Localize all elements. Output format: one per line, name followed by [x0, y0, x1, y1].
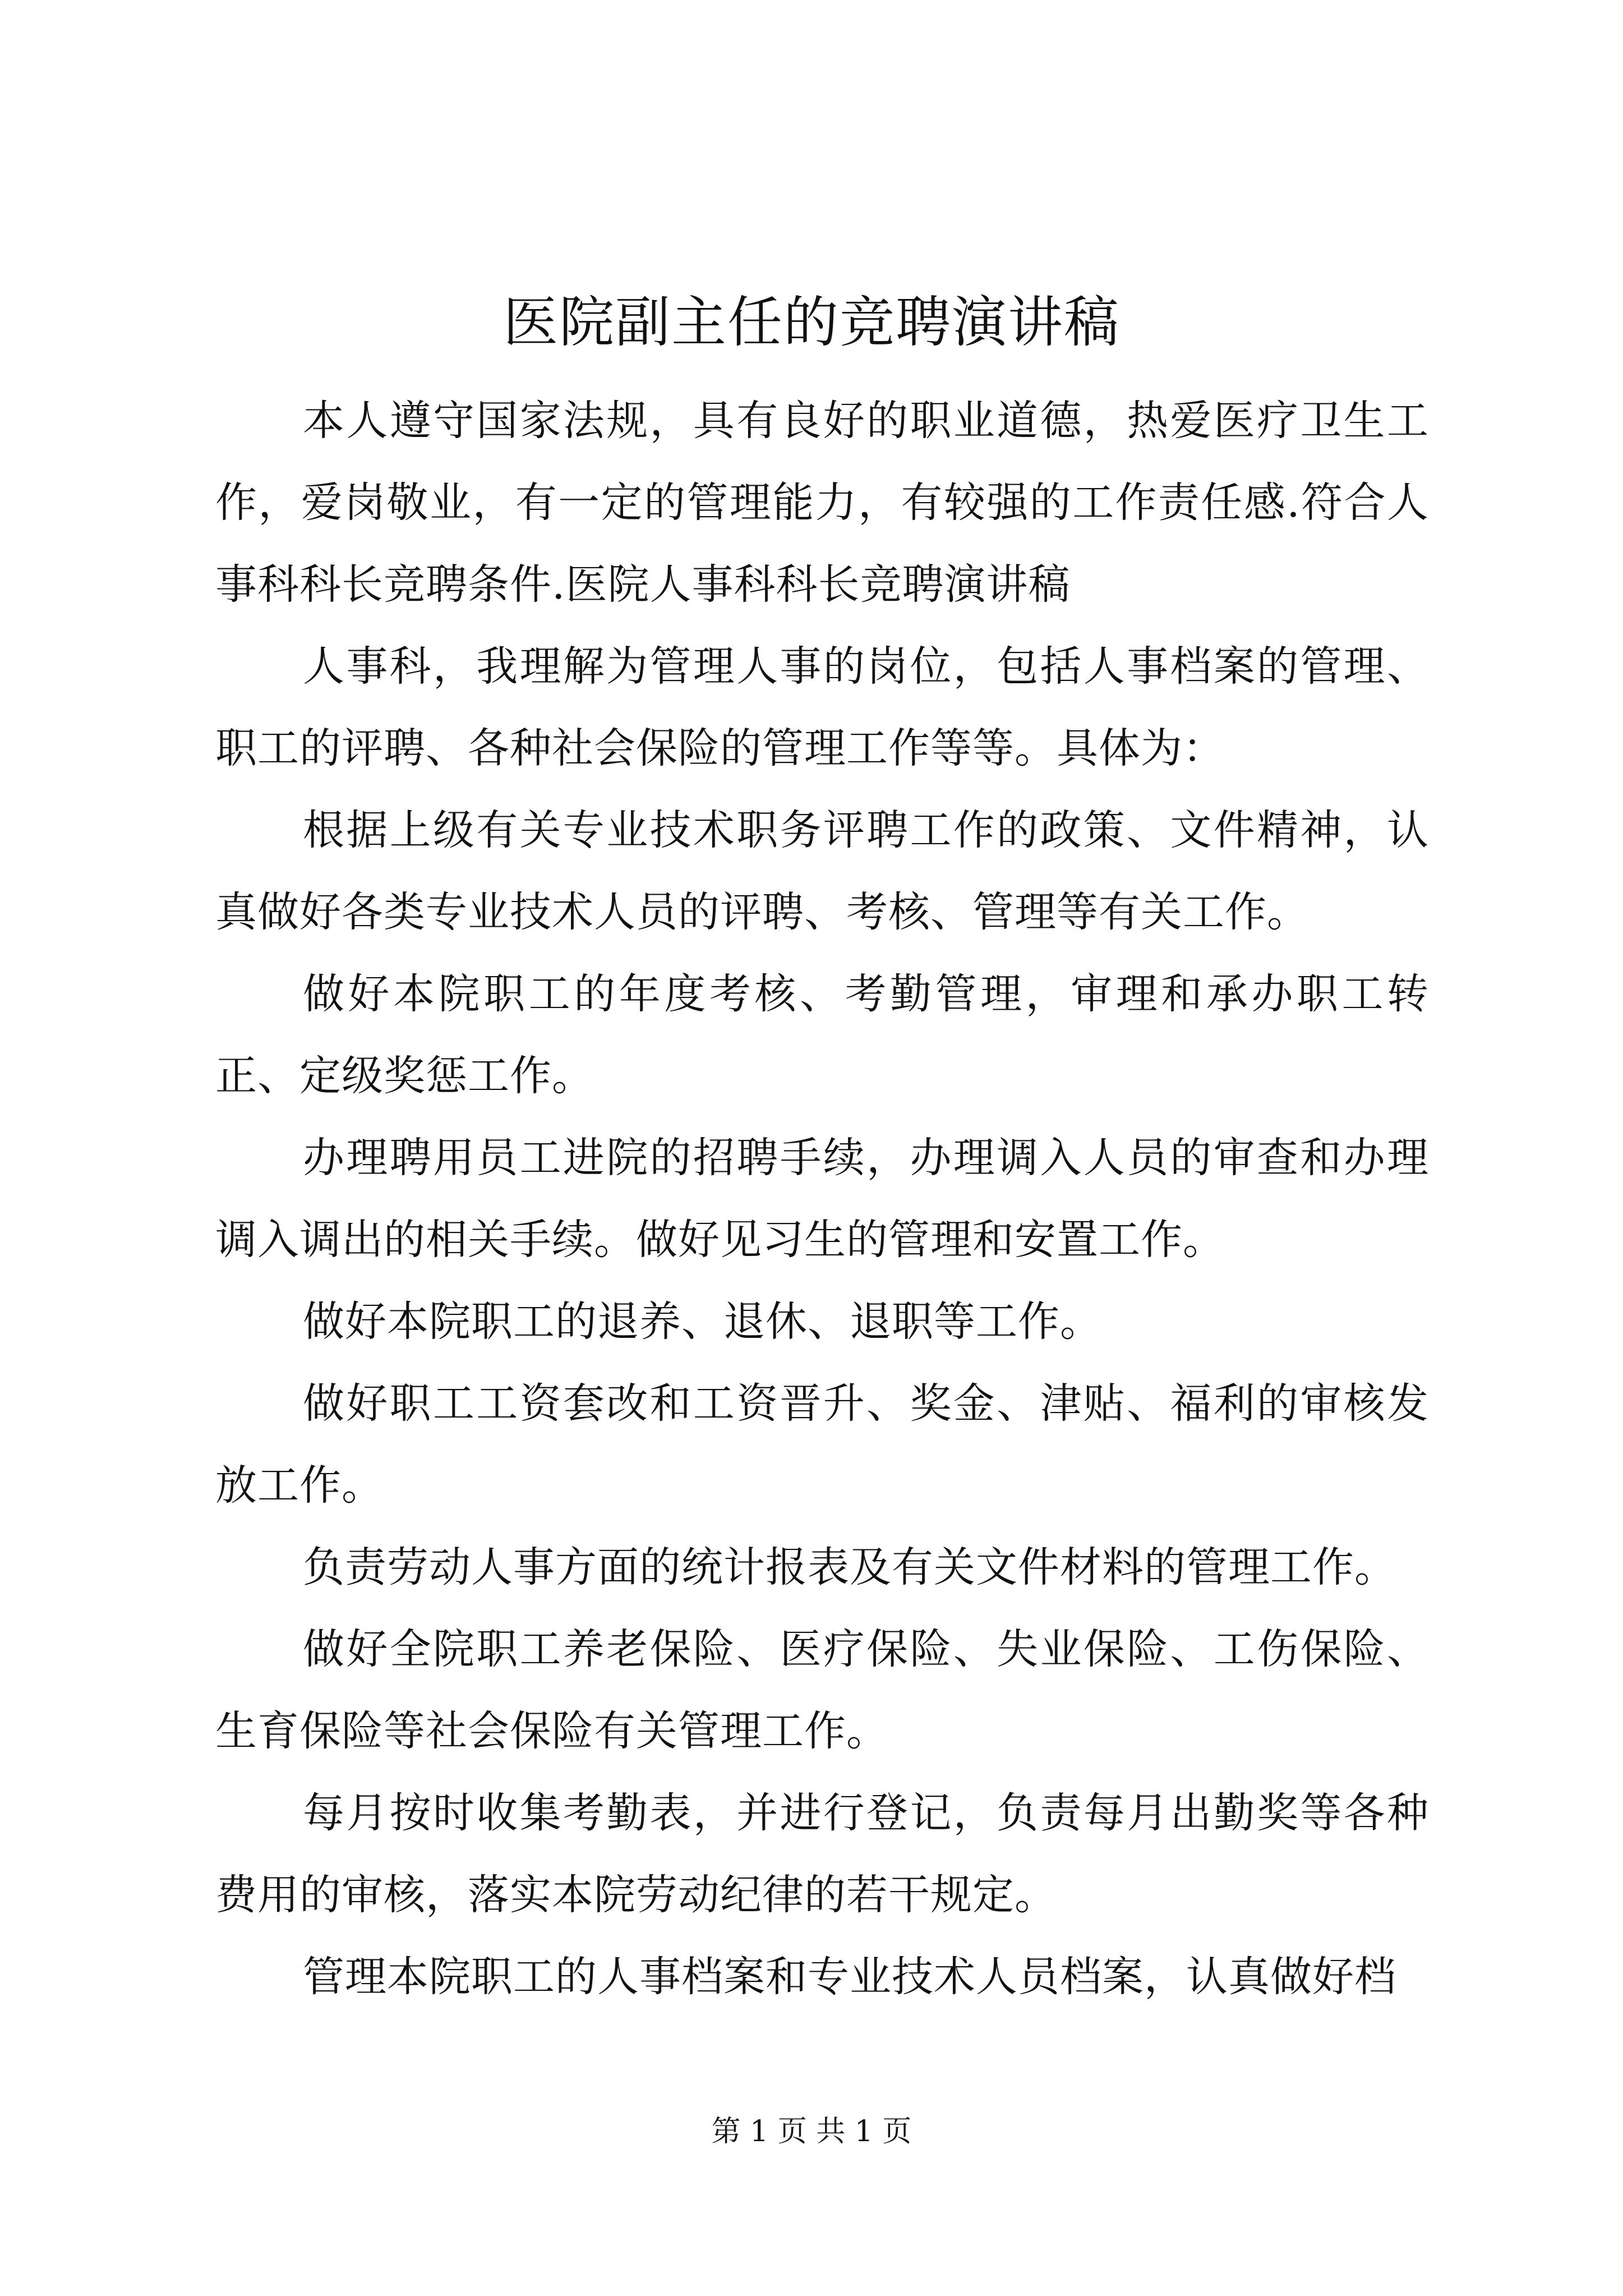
paragraph: 做好本院职工的退养、退休、退职等工作。 [303, 1297, 1102, 1346]
paragraph: 管理本院职工的人事档案和专业技术人员档案，认真做好档 [303, 1953, 1396, 2001]
paragraph: 做好本院职工的年度考核、考勤管理，审理和承办职工转正、定级奖惩工作。 [215, 970, 1429, 1100]
paragraph: 做好全院职工养老保险、医疗保险、失业保险、工伤保险、生育保险等社会保险有关管理工作。 [215, 1625, 1429, 1755]
paragraph: 人事科，我理解为管理人事的岗位，包括人事档案的管理、职工的评聘、各种社会保险的管理工作等等。具体为： [215, 642, 1429, 772]
paragraph: 做好职工工资套改和工资晋升、奖金、津贴、福利的审核发放工作。 [215, 1379, 1429, 1510]
document-body [215, 380, 1429, 2018]
page-footer: 第 1 页 共 1 页 [711, 2115, 912, 2148]
paragraph: 每月按时收集考勤表，并进行登记，负责每月出勤奖等各种费用的审核，落实本院劳动纪律的若干规定。 [215, 1789, 1429, 1919]
paragraph: 根据上级有关专业技术职务评聘工作的政策、文件精神，认真做好各类专业技术人员的评聘、考核、管理等有关工作。 [215, 806, 1429, 936]
paragraph: 本人遵守国家法规，具有良好的职业道德，热爱医疗卫生工作，爱岗敬业，有一定的管理能力，有较强的工作责任感.符合人事科科长竞聘条件.医院人事科科长竞聘演讲稿 [215, 397, 1429, 609]
document-title: 医院副主任的竞聘演讲稿 [502, 291, 1120, 355]
paragraph: 办理聘用员工进院的招聘手续，办理调入人员的审查和办理调入调出的相关手续。做好见习生的管理和安置工作。 [215, 1134, 1429, 1264]
paragraph: 负责劳动人事方面的统计报表及有关文件材料的管理工作。 [303, 1543, 1396, 1591]
